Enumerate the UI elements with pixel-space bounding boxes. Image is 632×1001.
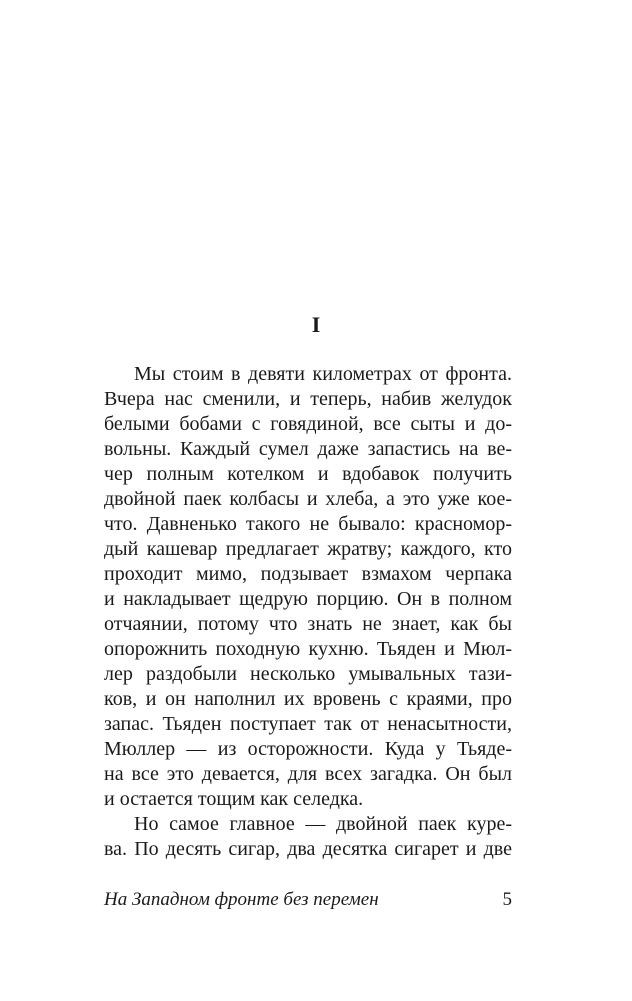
text-line: белыми бобами с говядиной, все сыты и до-: [104, 413, 512, 435]
body-text: [104, 362, 512, 862]
text-line: чер полным котелком и вдобавок получить: [104, 463, 512, 485]
text-line: Вчера нас сменили, и теперь, набив желудок: [104, 388, 512, 410]
text-line: Мы стоим в девяти километрах от фронта.: [134, 363, 512, 385]
running-title: На Западном фронте без перемен: [104, 889, 379, 910]
chapter-heading: I: [311, 312, 321, 337]
text-line: ва. По десять сигар, два десятка сигарет и две: [104, 838, 512, 860]
text-line: проходит мимо, подзывает взмахом черпака: [104, 563, 512, 585]
text-line: Мюллер — из осторожности. Куда у Тьяде-: [104, 738, 512, 760]
text-line: ков, и он наполнил их вровень с краями, про: [104, 688, 512, 710]
text-line: двойной паек колбасы и хлеба, а это уже кое-: [104, 488, 512, 510]
text-line: отчаянии, потому что знать не знает, как бы: [104, 613, 512, 635]
page-footer: [104, 888, 512, 912]
text-line: дый кашевар предлагает жратву; каждого, кто: [104, 538, 512, 560]
text-line: Но самое главное — двойной паек куре-: [134, 813, 512, 835]
text-line: лер раздобыли несколько умывальных тази-: [104, 663, 512, 685]
text-line: вольны. Каждый сумел даже запастись на ве-: [104, 438, 512, 460]
text-line: и остается тощим как селедка.: [104, 788, 364, 810]
page-number: 5: [502, 889, 512, 910]
text-line: запас. Тьяден поступает так от ненасытности,: [104, 713, 512, 735]
text-line: на все это девается, для всех загадка. Он был: [104, 763, 512, 785]
text-line: что. Давненько такого не бывало: красномор-: [104, 513, 512, 535]
text-line: и накладывает щедрую порцию. Он в полном: [104, 588, 512, 610]
text-line: опорожнить походную кухню. Тьяден и Мюл-: [104, 638, 512, 660]
